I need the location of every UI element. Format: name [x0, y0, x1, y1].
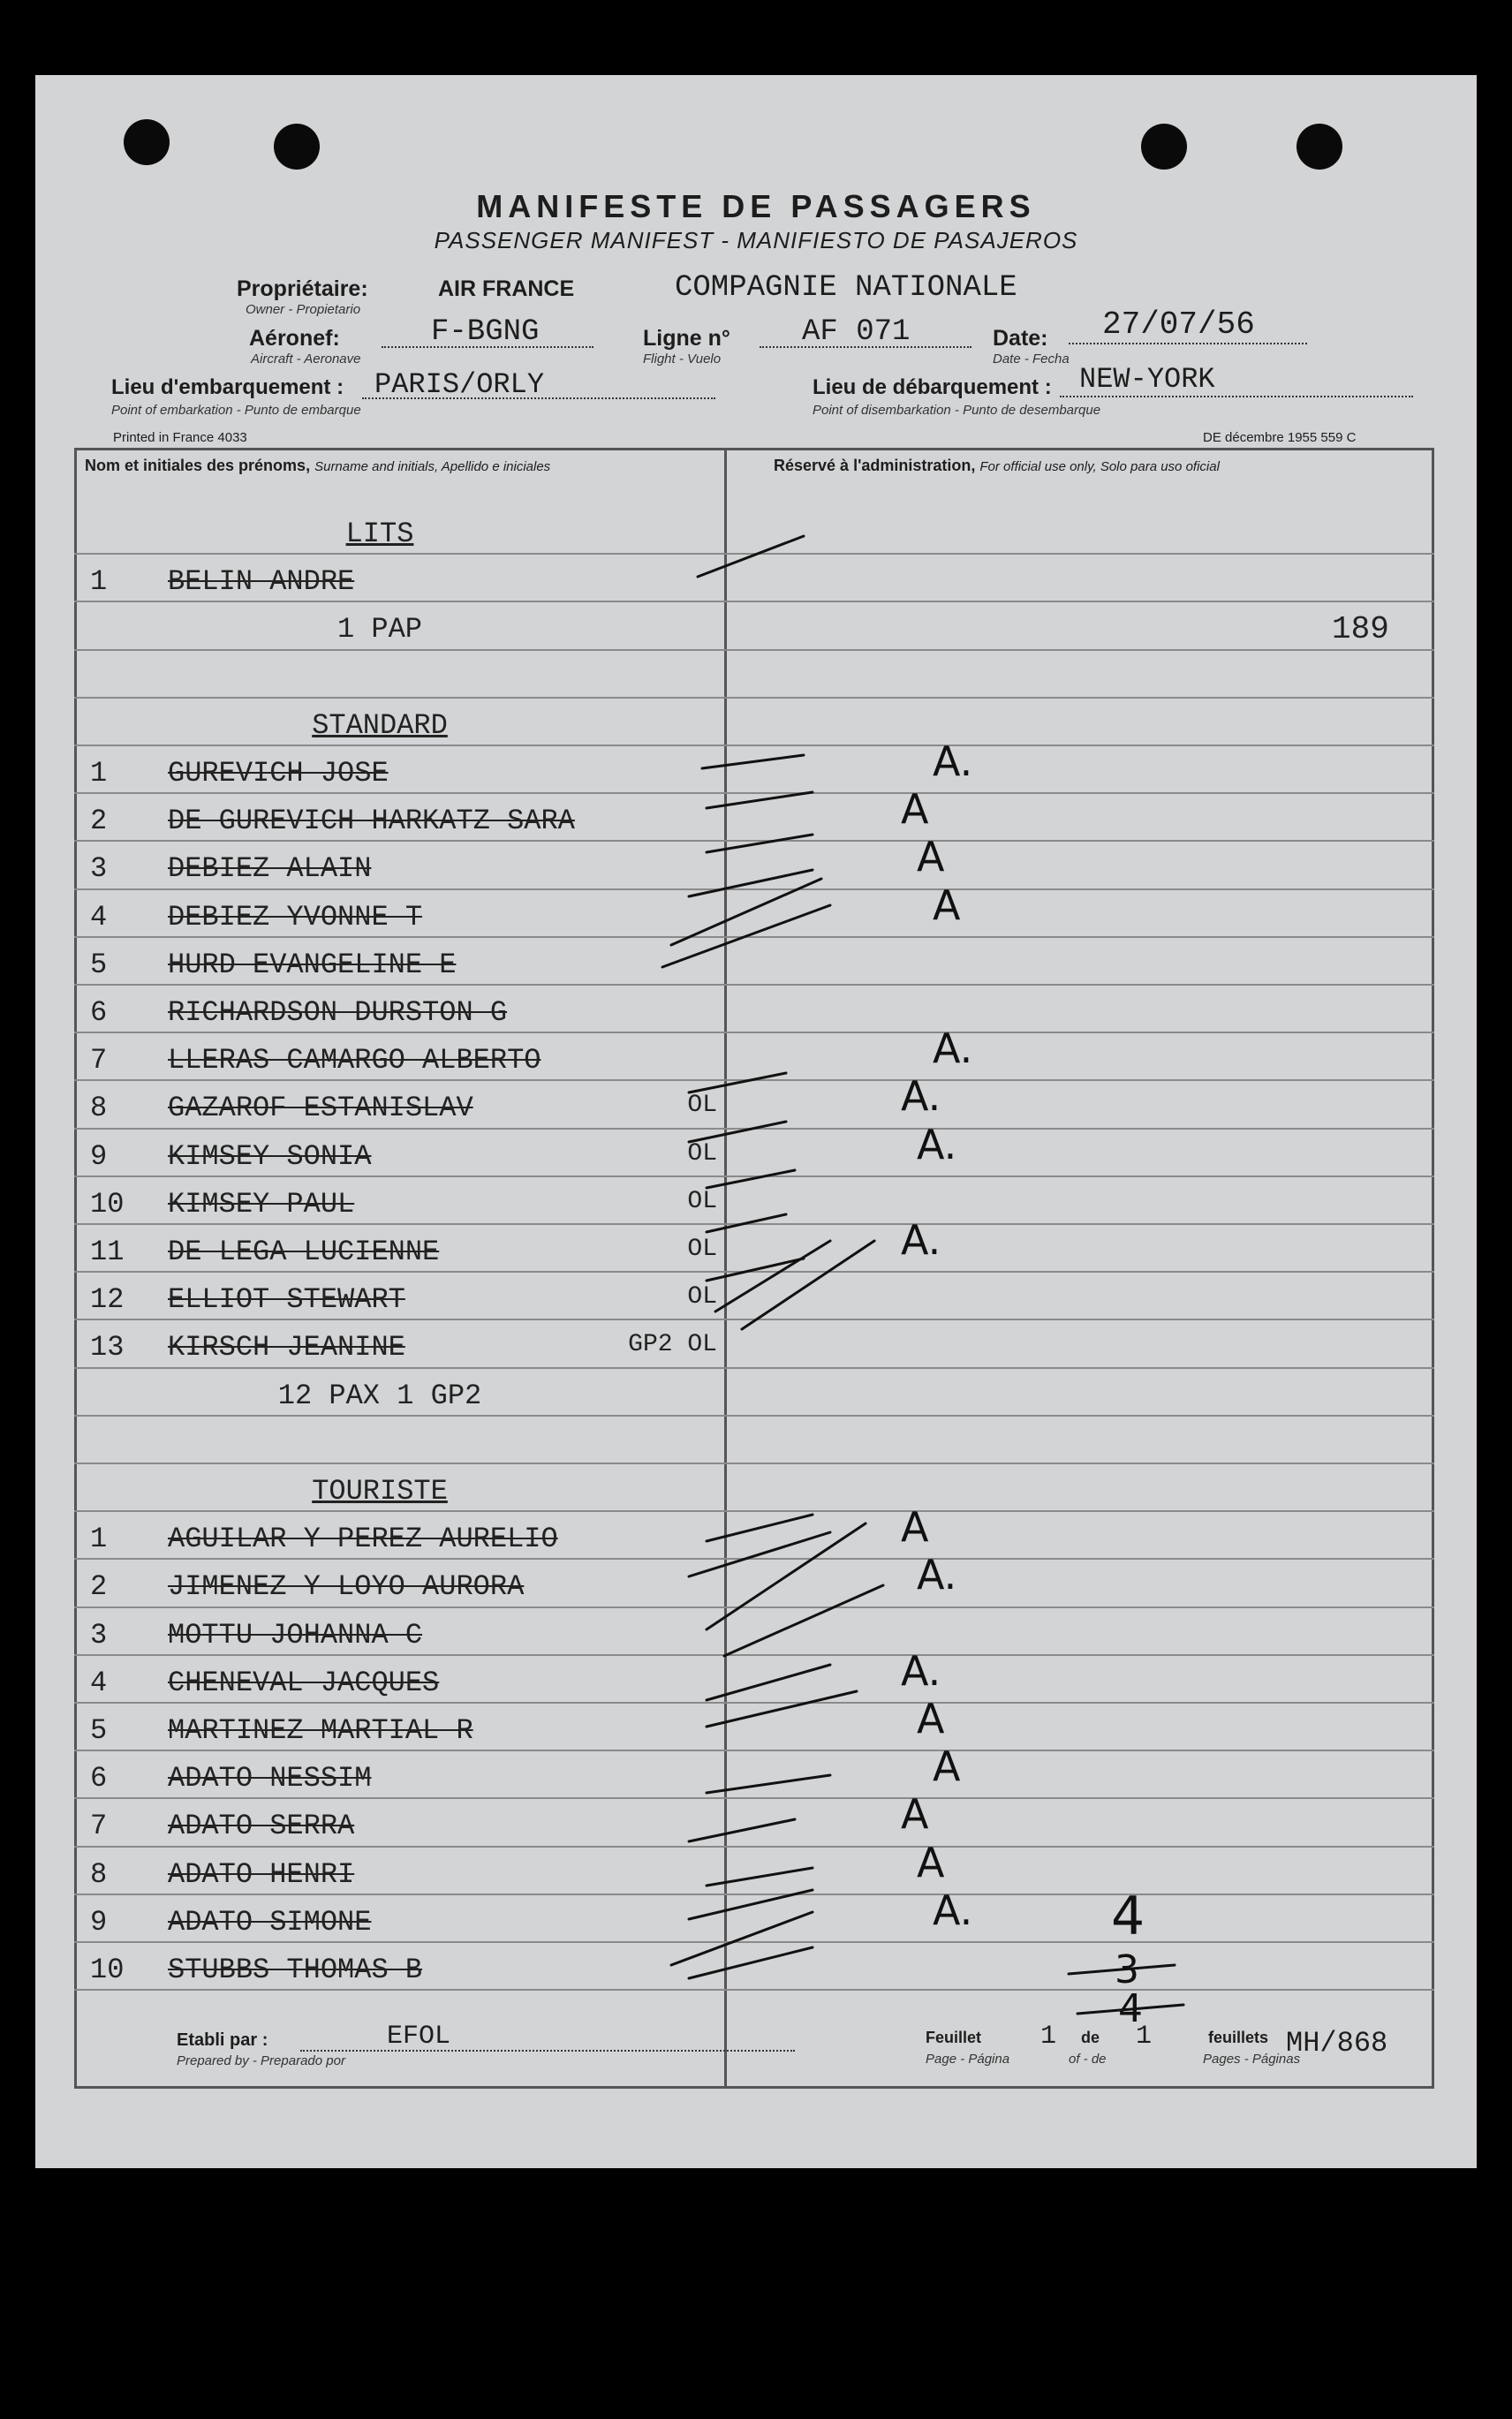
- row-code: OL: [687, 1092, 717, 1120]
- admin-mark: A.: [933, 737, 973, 785]
- passenger-name: DEBIEZ YVONNE T: [168, 900, 423, 934]
- reference-number: MH/868: [1286, 2027, 1388, 2060]
- disembark-label: Lieu de débarquement :: [813, 375, 1052, 399]
- row-number: 4: [90, 900, 108, 934]
- date-value: 27/07/56: [1102, 306, 1255, 343]
- passenger-name: DEBIEZ ALAIN: [168, 852, 372, 886]
- passenger-name: KIMSEY PAUL: [168, 1187, 355, 1221]
- admin-mark: A: [917, 833, 945, 881]
- admin-mark: A.: [901, 1216, 941, 1264]
- admin-mark: A: [917, 1838, 945, 1886]
- row-number: 6: [90, 1762, 108, 1795]
- passenger-name: KIMSEY SONIA: [168, 1139, 372, 1173]
- flight-label-sub: Flight - Vuelo: [643, 352, 722, 367]
- row-code: GP2 OL: [628, 1331, 717, 1359]
- disembark-value: NEW-YORK: [1079, 363, 1215, 396]
- pen-check-marks: [35, 75, 1477, 2168]
- aircraft-value: F-BGNG: [431, 315, 540, 349]
- admin-mark: A: [917, 1695, 945, 1742]
- passenger-name: BELIN ANDRE: [168, 565, 355, 599]
- passenger-name: ADATO SIMONE: [168, 1905, 372, 1939]
- page-label-sub: Page - Página: [926, 2052, 1010, 2067]
- page-subtitle: PASSENGER MANIFEST - MANIFIESTO DE PASAJEROS: [434, 227, 1078, 253]
- passenger-name: AGUILAR Y PEREZ AURELIO: [168, 1523, 558, 1556]
- passenger-name: GUREVICH JOSE: [168, 757, 389, 790]
- row-number: 3: [90, 1618, 108, 1652]
- passenger-name: 12 PAX 1 GP2: [277, 1379, 482, 1412]
- row-code: OL: [687, 1187, 717, 1215]
- aircraft-label-sub: Aircraft - Aeronave: [251, 352, 361, 367]
- date-label: Date:: [993, 326, 1048, 351]
- row-number: 7: [90, 1044, 108, 1077]
- row-number: 10: [90, 1187, 125, 1221]
- flight-label: Ligne n°: [643, 326, 730, 351]
- of-label-sub: of - de: [1069, 2052, 1107, 2067]
- admin-mark: A.: [917, 1120, 957, 1168]
- disembark-label-sub: Point of disembarkation - Punto de desembarque: [813, 403, 1101, 418]
- embark-label-sub: Point of embarkation - Punto de embarque: [111, 403, 361, 418]
- row-number: 3: [90, 852, 108, 886]
- prepared-label-sub: Prepared by - Preparado por: [177, 2053, 345, 2068]
- row-number: 1: [90, 565, 108, 599]
- row-number: 5: [90, 1714, 108, 1747]
- admin-mark: A: [901, 1790, 929, 1839]
- row-number: 4: [90, 1666, 108, 1699]
- passenger-name: LITS: [345, 518, 414, 550]
- embark-value: PARIS/ORLY: [374, 368, 545, 401]
- passenger-name: ADATO NESSIM: [168, 1762, 372, 1795]
- date-label-sub: Date - Fecha: [993, 352, 1070, 367]
- admin-mark: A.: [917, 1551, 957, 1599]
- tally-mark: 4: [1118, 1986, 1143, 2031]
- of-label: de: [1081, 2029, 1100, 2046]
- passenger-name: ADATO SERRA: [168, 1810, 355, 1843]
- row-number: 8: [90, 1092, 108, 1125]
- owner-label: Propriétaire:: [237, 276, 368, 301]
- admin-mark: A.: [933, 1024, 973, 1073]
- admin-mark: A: [933, 881, 961, 929]
- tally-mark: 4: [1111, 1886, 1145, 1947]
- passenger-name: KIRSCH JEANINE: [168, 1331, 405, 1364]
- passenger-name: MARTINEZ MARTIAL R: [168, 1714, 473, 1747]
- owner-extra: COMPAGNIE NATIONALE: [675, 271, 1017, 305]
- owner-label-sub: Owner - Propietario: [246, 302, 361, 317]
- admin-mark: 189: [1332, 611, 1389, 648]
- admin-mark: A: [901, 1503, 929, 1552]
- row-number: 1: [90, 1523, 108, 1556]
- passenger-name: TOURISTE: [312, 1475, 448, 1508]
- row-number: 10: [90, 1954, 125, 1986]
- flight-value: AF 071: [802, 315, 911, 349]
- passenger-name: RICHARDSON DURSTON G: [168, 996, 508, 1029]
- passenger-name: ELLIOT STEWART: [168, 1283, 405, 1317]
- admin-mark: A.: [933, 1886, 973, 1934]
- admin-mark: A: [901, 785, 929, 834]
- passenger-name: HURD EVANGELINE E: [168, 948, 457, 981]
- page-value: 1: [1040, 2022, 1057, 2052]
- prepared-label: Etabli par :: [177, 2030, 268, 2050]
- admin-mark: A.: [901, 1072, 941, 1121]
- passenger-name: STANDARD: [312, 708, 448, 742]
- manifest-paper: [35, 75, 1477, 2168]
- row-number: 11: [90, 1236, 125, 1268]
- embark-label: Lieu d'embarquement :: [111, 375, 344, 399]
- page-title: MANIFESTE DE PASSAGERS: [476, 188, 1036, 224]
- printed-note: Printed in France 4033: [113, 430, 247, 445]
- row-number: 2: [90, 805, 108, 838]
- of-value: 1: [1136, 2022, 1153, 2052]
- owner-value: AIR FRANCE: [438, 276, 575, 301]
- passenger-name: DE GUREVICH HARKATZ SARA: [168, 805, 575, 838]
- row-code: OL: [687, 1236, 717, 1263]
- col-left-header: Nom et initiales des prénoms, Surname and initials, Apellido e iniciales: [85, 457, 551, 474]
- row-code: OL: [687, 1139, 717, 1168]
- row-number: 13: [90, 1331, 125, 1364]
- passenger-name: JIMENEZ Y LOYO AURORA: [168, 1570, 525, 1604]
- row-number: 7: [90, 1810, 108, 1843]
- passenger-name: CHENEVAL JACQUES: [168, 1666, 440, 1699]
- passenger-name: ADATO HENRI: [168, 1857, 355, 1891]
- sheets-label: feuillets: [1208, 2029, 1269, 2046]
- prepared-value: EFOL: [387, 2022, 451, 2052]
- admin-mark: A: [933, 1742, 961, 1791]
- sheets-label-sub: Pages - Páginas: [1203, 2052, 1301, 2067]
- admin-mark: A.: [901, 1646, 941, 1695]
- passenger-name: GAZAROF ESTANISLAV: [168, 1092, 473, 1125]
- row-number: 5: [90, 948, 108, 981]
- row-number: 9: [90, 1905, 108, 1939]
- row-code: OL: [687, 1283, 717, 1312]
- row-number: 8: [90, 1857, 108, 1891]
- col-right-header: Réservé à l'administration, For official use only, Solo para uso oficial: [774, 457, 1220, 474]
- aircraft-label: Aéronef:: [249, 326, 340, 351]
- passenger-name: DE LEGA LUCIENNE: [168, 1236, 440, 1268]
- passenger-name: STUBBS THOMAS B: [168, 1954, 423, 1986]
- row-number: 6: [90, 996, 108, 1029]
- row-number: 12: [90, 1283, 125, 1317]
- row-number: 1: [90, 757, 108, 790]
- decree-note: DE décembre 1955 559 C: [1203, 430, 1357, 445]
- row-number: 2: [90, 1570, 108, 1604]
- row-number: 9: [90, 1139, 108, 1173]
- passenger-name: MOTTU JOHANNA C: [168, 1618, 423, 1652]
- page-label: Feuillet: [926, 2029, 982, 2046]
- passenger-name: LLERAS CAMARGO ALBERTO: [168, 1044, 541, 1077]
- tally-mark: 3: [1115, 1947, 1139, 1992]
- passenger-name: 1 PAP: [336, 613, 422, 646]
